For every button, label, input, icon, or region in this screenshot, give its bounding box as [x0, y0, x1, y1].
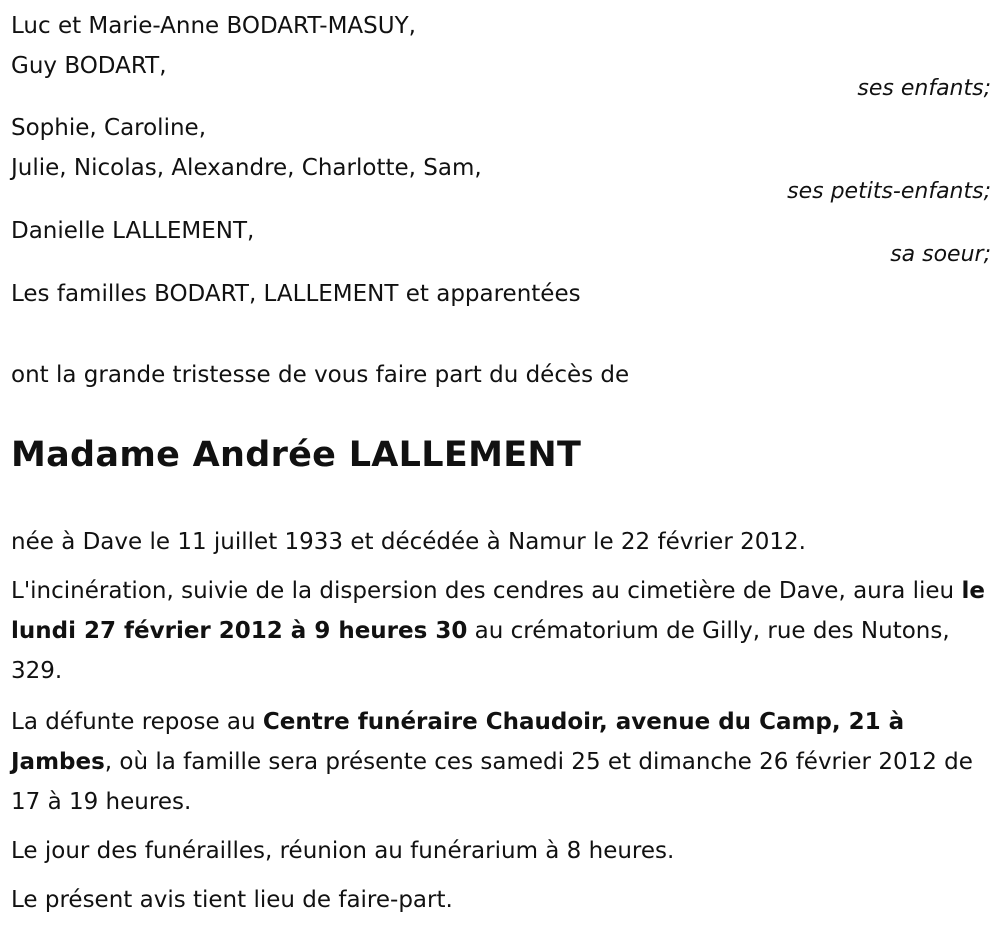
visitation-location: Centre funéraire Chaudoir, avenue du Camp, 21 à Jambes [11, 709, 905, 775]
visitation-text-2: , où la famille sera présente ces samedi 25 et dimanche 26 février 2012 de 17 à 19 heures. [11, 749, 973, 815]
grandchildren-names-line-1: Sophie, Caroline, [11, 115, 207, 141]
cremation-paragraph [11, 571, 991, 691]
children-role: ses enfants; [857, 76, 991, 101]
obituary-notice [11, 0, 991, 935]
children-names-line-2: Guy BODART, [11, 53, 167, 79]
closing-note: Le présent avis tient lieu de faire-part. [11, 887, 453, 913]
visitation-paragraph [11, 702, 991, 822]
grandchildren-role: ses petits-enfants; [787, 179, 991, 204]
cremation-text-1: L'incinération, suivie de la dispersion des cendres au cimetière de Dave, aura lieu [11, 578, 962, 604]
sister-role: sa soeur; [890, 242, 991, 267]
deceased-name: Madame Andrée LALLEMENT [11, 435, 582, 475]
children-names-line-1: Luc et Marie-Anne BODART-MASUY, [11, 13, 416, 39]
cremation-date-time: le lundi 27 février 2012 à 9 heures 30 [11, 578, 985, 644]
visitation-text-1: La défunte repose au [11, 709, 263, 735]
sister-name: Danielle LALLEMENT, [11, 218, 255, 244]
grandchildren-names-line-2: Julie, Nicolas, Alexandre, Charlotte, Sam, [11, 155, 482, 181]
birth-death-details: née à Dave le 11 juillet 1933 et décédée à Namur le 22 février 2012. [11, 529, 806, 555]
announcement-intro: ont la grande tristesse de vous faire part du décès de [11, 362, 630, 388]
cremation-text-2: au crématorium de Gilly, rue des Nutons, 329. [11, 618, 950, 684]
funeral-meeting: Le jour des funérailles, réunion au funérarium à 8 heures. [11, 838, 675, 864]
extended-families: Les familles BODART, LALLEMENT et apparentées [11, 281, 581, 307]
